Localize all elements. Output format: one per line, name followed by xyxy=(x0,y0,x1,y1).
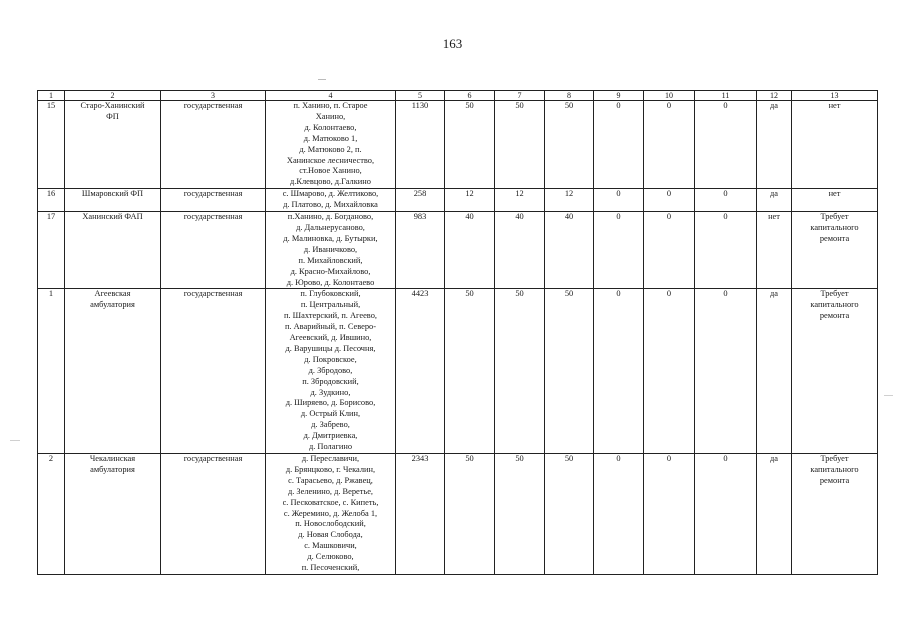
cell-col11: 0 xyxy=(695,289,757,454)
row-number: 17 xyxy=(38,212,65,289)
cell-col12: да xyxy=(757,101,792,189)
column-header: 9 xyxy=(594,91,644,101)
row-number: 15 xyxy=(38,101,65,189)
cell-col11: 0 xyxy=(695,212,757,289)
row-number: 16 xyxy=(38,189,65,212)
cell-col9: 0 xyxy=(594,289,644,454)
cell-col6: 50 xyxy=(445,101,495,189)
cell-col13: нет xyxy=(792,189,878,212)
cell-col10: 0 xyxy=(644,289,695,454)
cell-col5: 1130 xyxy=(396,101,445,189)
cell-col9: 0 xyxy=(594,101,644,189)
cell-col5: 2343 xyxy=(396,454,445,575)
cell-col7: 12 xyxy=(495,189,545,212)
cell-col12: да xyxy=(757,454,792,575)
column-header: 2 xyxy=(65,91,161,101)
cell-col13: Требует капитального ремонта xyxy=(792,454,878,575)
table-row xyxy=(38,189,878,212)
ownership-form: государственная xyxy=(161,212,266,289)
cell-col10: 0 xyxy=(644,101,695,189)
served-settlements: п. Ханино, п. Старое Ханино, д. Колонтаево, д. Матюково 1, д. Матюково 2, п. Ханинское лесничество, ст.Новое Ханино, д.Клевцово, д.Галкино xyxy=(266,101,396,189)
cell-col9: 0 xyxy=(594,212,644,289)
data-table xyxy=(37,90,878,575)
cell-col10: 0 xyxy=(644,189,695,212)
ownership-form: государственная xyxy=(161,454,266,575)
cell-col11: 0 xyxy=(695,454,757,575)
cell-col12: нет xyxy=(757,212,792,289)
served-settlements: п. Глубоковский, п. Центральный, п. Шахтерский, п. Агеево, п. Аварийный, п. Северо- Агеевский, д. Ившино, д. Варушицы д. Песочня, д. Покровское, д. Збродово, п. Збродовский, д. Зудкино, д. Ширяево, д. Борисово, д. Острый Клин, д. Забрево, д. Дмитриевка, д. Полагино xyxy=(266,289,396,454)
column-header: 11 xyxy=(695,91,757,101)
ownership-form: государственная xyxy=(161,289,266,454)
served-settlements: д. Переславичи, д. Брянцково, г. Чекалин, с. Тарасьево, д. Ржавец, д. Зеленино, д. Веретье, с. Песковатское, с. Кипеть, с. Жеремино, д. Желоба 1, п. Новослободский, д. Новая Слобода, с. Машковичи, д. Селюково, п. Песоченский, xyxy=(266,454,396,575)
column-header: 4 xyxy=(266,91,396,101)
cell-col10: 0 xyxy=(644,454,695,575)
facility-name: Шмаровский ФП xyxy=(65,189,161,212)
cell-col8: 50 xyxy=(545,454,594,575)
served-settlements: п.Ханино, д. Богданово, д. Дальнерусаново, д. Малиновка, д. Бутырки, д. Иваничково, п. Михайловский, д. Красно-Михайлово, д. Юрово, д. Колонтаево xyxy=(266,212,396,289)
column-header: 12 xyxy=(757,91,792,101)
row-number: 1 xyxy=(38,289,65,454)
cell-col11: 0 xyxy=(695,101,757,189)
cell-col6: 50 xyxy=(445,289,495,454)
column-header: 1 xyxy=(38,91,65,101)
row-number: 2 xyxy=(38,454,65,575)
table-row xyxy=(38,101,878,189)
cell-col12: да xyxy=(757,189,792,212)
ownership-form: государственная xyxy=(161,101,266,189)
column-header: 3 xyxy=(161,91,266,101)
facility-name: Чекалинская амбулатория xyxy=(65,454,161,575)
column-header: 10 xyxy=(644,91,695,101)
column-header: 8 xyxy=(545,91,594,101)
facility-name: Старо-Ханинский ФП xyxy=(65,101,161,189)
ownership-form: государственная xyxy=(161,189,266,212)
table-header-row xyxy=(38,91,878,101)
cell-col8: 12 xyxy=(545,189,594,212)
cell-col12: да xyxy=(757,289,792,454)
column-header: 5 xyxy=(396,91,445,101)
cell-col6: 40 xyxy=(445,212,495,289)
cell-col7: 50 xyxy=(495,454,545,575)
column-header: 13 xyxy=(792,91,878,101)
table-row xyxy=(38,212,878,289)
cell-col7: 50 xyxy=(495,101,545,189)
cell-col7: 40 xyxy=(495,212,545,289)
facility-name: Агеевская амбулатория xyxy=(65,289,161,454)
cell-col13: Требует капитального ремонта xyxy=(792,212,878,289)
scan-mark xyxy=(318,79,326,80)
table-row xyxy=(38,454,878,575)
scan-mark xyxy=(884,395,893,396)
cell-col5: 4423 xyxy=(396,289,445,454)
cell-col9: 0 xyxy=(594,189,644,212)
cell-col13: Требует капитального ремонта xyxy=(792,289,878,454)
served-settlements: с. Шмарово, д. Желтиково, д. Платово, д. Михайловка xyxy=(266,189,396,212)
column-header: 7 xyxy=(495,91,545,101)
cell-col8: 50 xyxy=(545,101,594,189)
cell-col6: 50 xyxy=(445,454,495,575)
facility-name: Ханинский ФАП xyxy=(65,212,161,289)
cell-col13: нет xyxy=(792,101,878,189)
cell-col6: 12 xyxy=(445,189,495,212)
page-number: 163 xyxy=(442,36,463,51)
cell-col5: 983 xyxy=(396,212,445,289)
cell-col10: 0 xyxy=(644,212,695,289)
column-header: 6 xyxy=(445,91,495,101)
table-row xyxy=(38,289,878,454)
cell-col11: 0 xyxy=(695,189,757,212)
cell-col8: 50 xyxy=(545,289,594,454)
cell-col5: 258 xyxy=(396,189,445,212)
cell-col8: 40 xyxy=(545,212,594,289)
cell-col9: 0 xyxy=(594,454,644,575)
scan-mark xyxy=(10,440,20,441)
cell-col7: 50 xyxy=(495,289,545,454)
